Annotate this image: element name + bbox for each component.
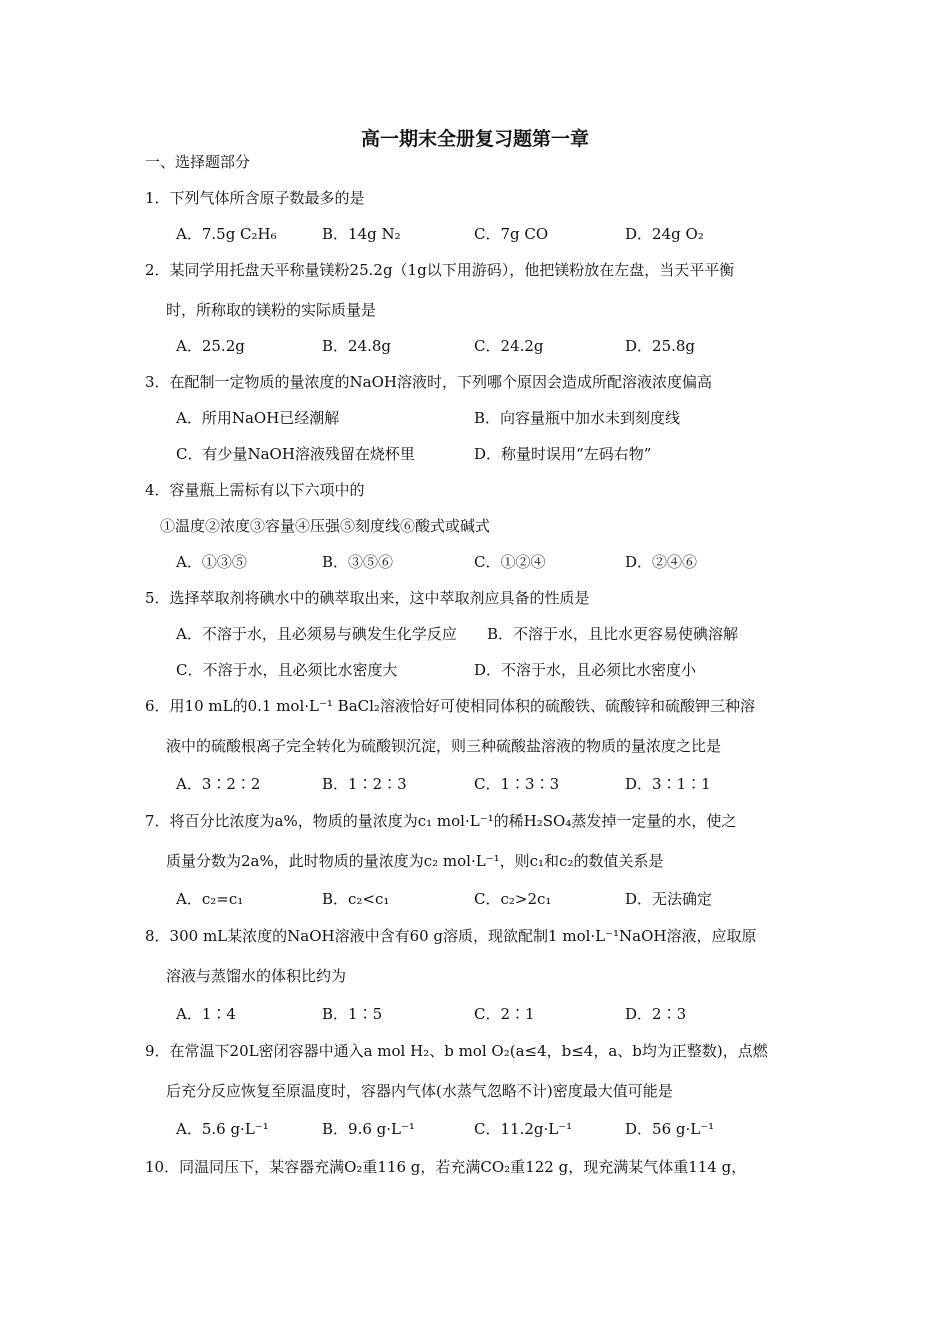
question-3-stem: 3．在配制一定物质的量浓度的NaOH溶液时，下列哪个原因会造成所配溶液浓度偏高 — [145, 373, 712, 391]
q2-option-d: D．25.8g — [625, 337, 696, 355]
q8-option-a: A．1∶4 — [176, 1005, 236, 1023]
q3-option-c: C．有少量NaOH溶液残留在烧杯里 — [176, 445, 415, 463]
question-7-stem: 7．将百分比浓度为a%，物质的量浓度为c₁ mol·L⁻¹的稀H₂SO₄蒸发掉一定量的水，使之 — [145, 812, 737, 830]
question-9-stem: 9．在常温下20L密闭容器中通入a mol H₂、b mol O₂(a≤4，b≤4，a、b均为正整数)，点燃 — [145, 1042, 768, 1060]
q5-option-a: A．不溶于水，且必须易与碘发生化学反应 — [176, 625, 457, 643]
q3-option-b: B．向容量瓶中加水未到刻度线 — [474, 409, 681, 427]
q7-option-d: D．无法确定 — [625, 890, 713, 908]
q4-option-a: A．①③⑤ — [176, 553, 247, 571]
question-8-stem: 8．300 mL某浓度的NaOH溶液中含有60 g溶质，现欲配制1 mol·L⁻¹NaOH溶液，应取原 — [145, 927, 757, 945]
q9-option-a: A．5.6 g·L⁻¹ — [176, 1120, 269, 1138]
q5-option-d: D．不溶于水，且必须比水密度小 — [474, 661, 697, 679]
q8-option-c: C．2∶1 — [474, 1005, 535, 1023]
q1-option-a: A．7.5g C₂H₆ — [176, 225, 277, 243]
question-2-stem-cont: 时，所称取的镁粉的实际质量是 — [166, 301, 377, 319]
question-1-stem: 1．下列气体所含原子数最多的是 — [145, 189, 365, 207]
q2-option-b: B．24.8g — [322, 337, 392, 355]
q7-option-b: B．c₂<c₁ — [322, 890, 390, 908]
question-9-stem-cont: 后充分反应恢复至原温度时，容器内气体(水蒸气忽略不计)密度最大值可能是 — [166, 1082, 673, 1100]
question-10-stem: 10．同温同压下，某容器充满O₂重116 g，若充满CO₂重122 g，现充满某气体重114 g， — [145, 1158, 747, 1176]
q1-option-d: D．24g O₂ — [625, 225, 704, 243]
question-5-stem: 5．选择萃取剂将碘水中的碘萃取出来，这中萃取剂应具备的性质是 — [145, 589, 590, 607]
section-heading: 一、选择题部分 — [145, 153, 251, 171]
q8-option-b: B．1∶5 — [322, 1005, 383, 1023]
q8-option-d: D．2∶3 — [625, 1005, 687, 1023]
q2-option-c: C．24.2g — [474, 337, 544, 355]
question-6-stem-cont: 液中的硫酸根离子完全转化为硫酸钡沉淀，则三种硫酸盐溶液的物质的量浓度之比是 — [166, 737, 722, 755]
q7-option-a: A．c₂=c₁ — [176, 890, 244, 908]
q6-option-d: D．3∶1∶1 — [625, 775, 711, 793]
question-7-stem-cont: 质量分数为2a%，此时物质的量浓度为c₂ mol·L⁻¹，则c₁和c₂的数值关系是 — [166, 852, 664, 870]
q5-option-c: C．不溶于水，且必须比水密度大 — [176, 661, 398, 679]
q6-option-b: B．1∶2∶3 — [322, 775, 407, 793]
q9-option-b: B．9.6 g·L⁻¹ — [322, 1120, 415, 1138]
q6-option-c: C．1∶3∶3 — [474, 775, 560, 793]
q6-option-a: A．3∶2∶2 — [176, 775, 261, 793]
q1-option-c: C．7g CO — [474, 225, 549, 243]
q1-option-b: B．14g N₂ — [322, 225, 401, 243]
q3-option-a: A．所用NaOH已经潮解 — [176, 409, 340, 427]
q7-option-c: C．c₂>2c₁ — [474, 890, 552, 908]
q4-option-d: D．②④⑥ — [625, 553, 698, 571]
q9-option-c: C．11.2g·L⁻¹ — [474, 1120, 573, 1138]
question-2-stem: 2．某同学用托盘天平称量镁粉25.2g（1g以下用游码），他把镁粉放在左盘，当天平平衡 — [145, 261, 735, 279]
question-8-stem-cont: 溶液与蒸馏水的体积比约为 — [166, 967, 347, 985]
q4-option-b: B．③⑤⑥ — [322, 553, 394, 571]
q9-option-d: D．56 g·L⁻¹ — [625, 1120, 715, 1138]
question-4-items: ①温度②浓度③容量④压强⑤刻度线⑥酸式或碱式 — [160, 517, 491, 535]
q2-option-a: A．25.2g — [176, 337, 245, 355]
q3-option-d: D．称量时误用“左码右物” — [474, 445, 652, 463]
question-4-stem: 4．容量瓶上需标有以下六项中的 — [145, 481, 365, 499]
q5-option-b: B．不溶于水，且比水更容易使碘溶解 — [487, 625, 739, 643]
question-6-stem: 6．用10 mL的0.1 mol·L⁻¹ BaCl₂溶液恰好可使相同体积的硫酸铁、硫酸锌和硫酸钾三种溶 — [145, 697, 755, 715]
document-title: 高一期末全册复习题第一章 — [360, 128, 589, 150]
q4-option-c: C．①②④ — [474, 553, 546, 571]
